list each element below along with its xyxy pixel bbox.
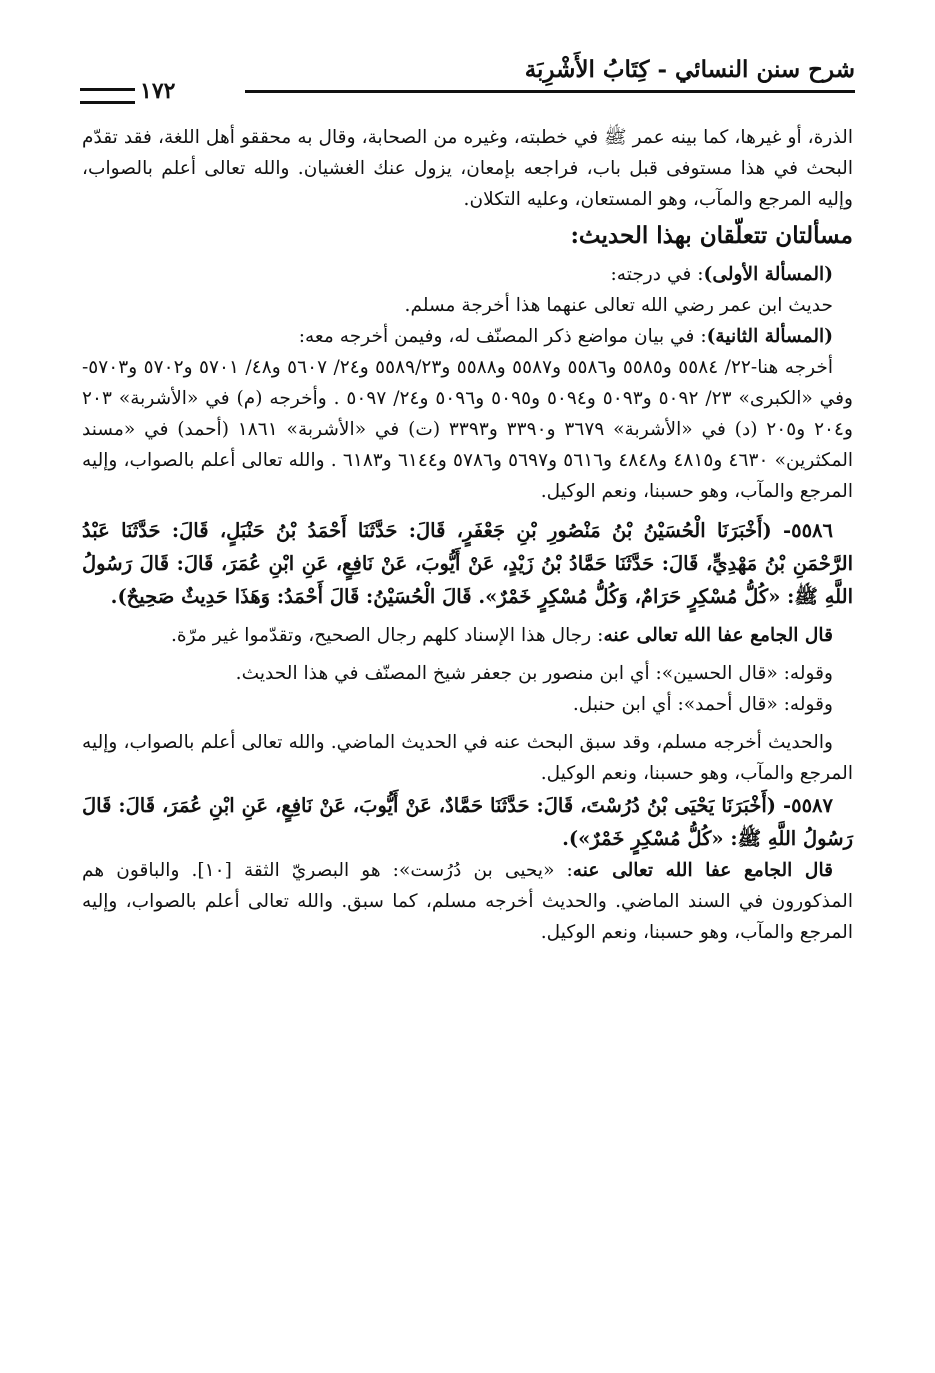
qawl-ahmad: وقوله: «قال أحمد»: أي ابن حنبل. — [572, 694, 833, 715]
jami-text: : رجال هذا الإسناد كلهم رجال الصحيح، وتقدّموا غير مرّة. — [171, 625, 604, 646]
question-one-label: (المسألة الأولى) — [703, 264, 833, 285]
question-one — [82, 259, 853, 290]
qawl-husayn: وقوله: «قال الحسين»: أي ابن منصور بن جعفر شيخ المصنّف في هذا الحديث. — [235, 663, 833, 684]
section-heading: مسألتان تتعلّقان بهذا الحديث: — [570, 222, 853, 249]
paragraph-continuation: الذرة، أو غيرها، كما بينه عمر ﷺ في خطبته، وغيره من الصحابة، وقال به محققو أهل اللغة، فقد تقدّم البحث في هذا مستوفى قبل باب، فراجعه بإمعان، يزول عنك الغشيان. والله تعالى أعلم بالصواب، وإليه المرجع والمآب، وهو المستعان، وعليه التكلان. — [82, 127, 853, 210]
question-one-text: : في درجته: — [610, 264, 704, 285]
question-two-text: : في بيان مواضع ذكر المصنّف له، وفيمن أخرجه معه: — [298, 326, 707, 347]
jami-comment-5587 — [82, 855, 853, 948]
jami-text: : «يحيى بن دُرُست»: هو البصريّ الثقة [١٠]. والباقون هم المذكورون في السند الماضي. والحديث أخرجه مسلم، كما سبق. والله تعالى أعلم بالصواب، وإليه المرجع والمآب، وهو حسبنا، ونعم الوكيل. — [82, 860, 853, 943]
page-body — [82, 122, 853, 948]
question-two-answer: أخرجه هنا-٢٢/ ٥٥٨٤ و٥٥٨٥ و٥٥٨٦ و٥٥٨٧ و٥٥٨٨ و٥٥٨٩/٢٣ و٢٤/ ٥٦٠٧ و٤٨/ ٥٧٠١ و٥٧٠٢ و٥٧٠٣- وفي «الكبرى» ٢٣/ ٥٠٩٢ و٥٠٩٣ و٥٠٩٤ و٥٠٩٥ و٥٠٩٦ و٢٤/ ٥٠٩٧ . وأخرجه (م) في «الأشربة» ٢٠٣ و٢٠٤ و٢٠٥ (د) في «الأشربة» ٣٦٧٩ و٣٣٩٠ و٣٣٩٣ (ت) في «الأشربة» ١٨٦١ (أحمد) في «مسند المكثرين» ٤٦٣٠ و٤٨١٥ و٤٨٤٨ و٥٦١٦ و٥٦٩٧ و٥٧٨٦ و٦١٤٤ و٦١٨٣ . والله تعالى أعلم بالصواب، وإليه المرجع والمآب، وهو حسبنا، ونعم الوكيل. — [82, 357, 854, 502]
hadith-5587: ٥٥٨٧- (أَخْبَرَنَا يَحْيَى بْنُ دُرُسْتَ، قَالَ: حَدَّثَنَا حَمَّادٌ، عَنْ أَيُّوبَ، عَنْ نَافِعٍ، عَنِ ابْنِ عُمَرَ، قَالَ: قَالَ رَسُولُ اللَّهِ ﷺ: «كُلُّ مُسْكِرٍ خَمْرٌ»). — [82, 794, 853, 850]
page-header — [80, 50, 855, 110]
hadith-takhrij: والحديث أخرجه مسلم، وقد سبق البحث عنه في الحديث الماضي. والله تعالى أعلم بالصواب، وإليه المرجع والمآب، وهو حسبنا، ونعم الوكيل. — [82, 732, 853, 784]
page-number: ١٧٢ — [140, 78, 176, 104]
question-two — [82, 321, 853, 352]
header-rule — [245, 90, 855, 93]
running-title: شرح سنن النسائي - كِتَابُ الأَشْرِبَة — [524, 56, 855, 83]
hadith-5586: ٥٥٨٦- (أَخْبَرَنَا الْحُسَيْنُ بْنُ مَنْصُورِ بْنِ جَعْفَرٍ، قَالَ: حَدَّثَنَا أَحْمَدُ بْنُ حَنْبَلٍ، قَالَ: حَدَّثَنَا عَبْدُ الرَّحْمَنِ بْنُ مَهْدِيٍّ، قَالَ: حَدَّثَنَا حَمَّادُ بْنُ زَيْدٍ، عَنْ أَيُّوبَ، عَنْ نَافِعٍ، عَنِ ابْنِ عُمَرَ، قَالَ: قَالَ رَسُولُ اللَّهِ ﷺ: «كُلُّ مُسْكِرٍ حَرَامٌ، وَكُلُّ مُسْكِرٍ خَمْرٌ». قَالَ الْحُسَيْنُ: قَالَ أَحْمَدُ: وَهَذَا حَدِيثٌ صَحِيحٌ). — [82, 519, 853, 608]
jami-label: قال الجامع عفا الله تعالى عنه — [572, 860, 833, 881]
jami-comment-5586 — [82, 620, 853, 651]
page-number-double-rule — [80, 88, 135, 104]
jami-label: قال الجامع عفا الله تعالى عنه — [603, 625, 833, 646]
question-one-answer: حديث ابن عمر رضي الله تعالى عنهما هذا أخرجة مسلم. — [404, 295, 833, 316]
question-two-label: (المسألة الثانية) — [706, 326, 833, 347]
